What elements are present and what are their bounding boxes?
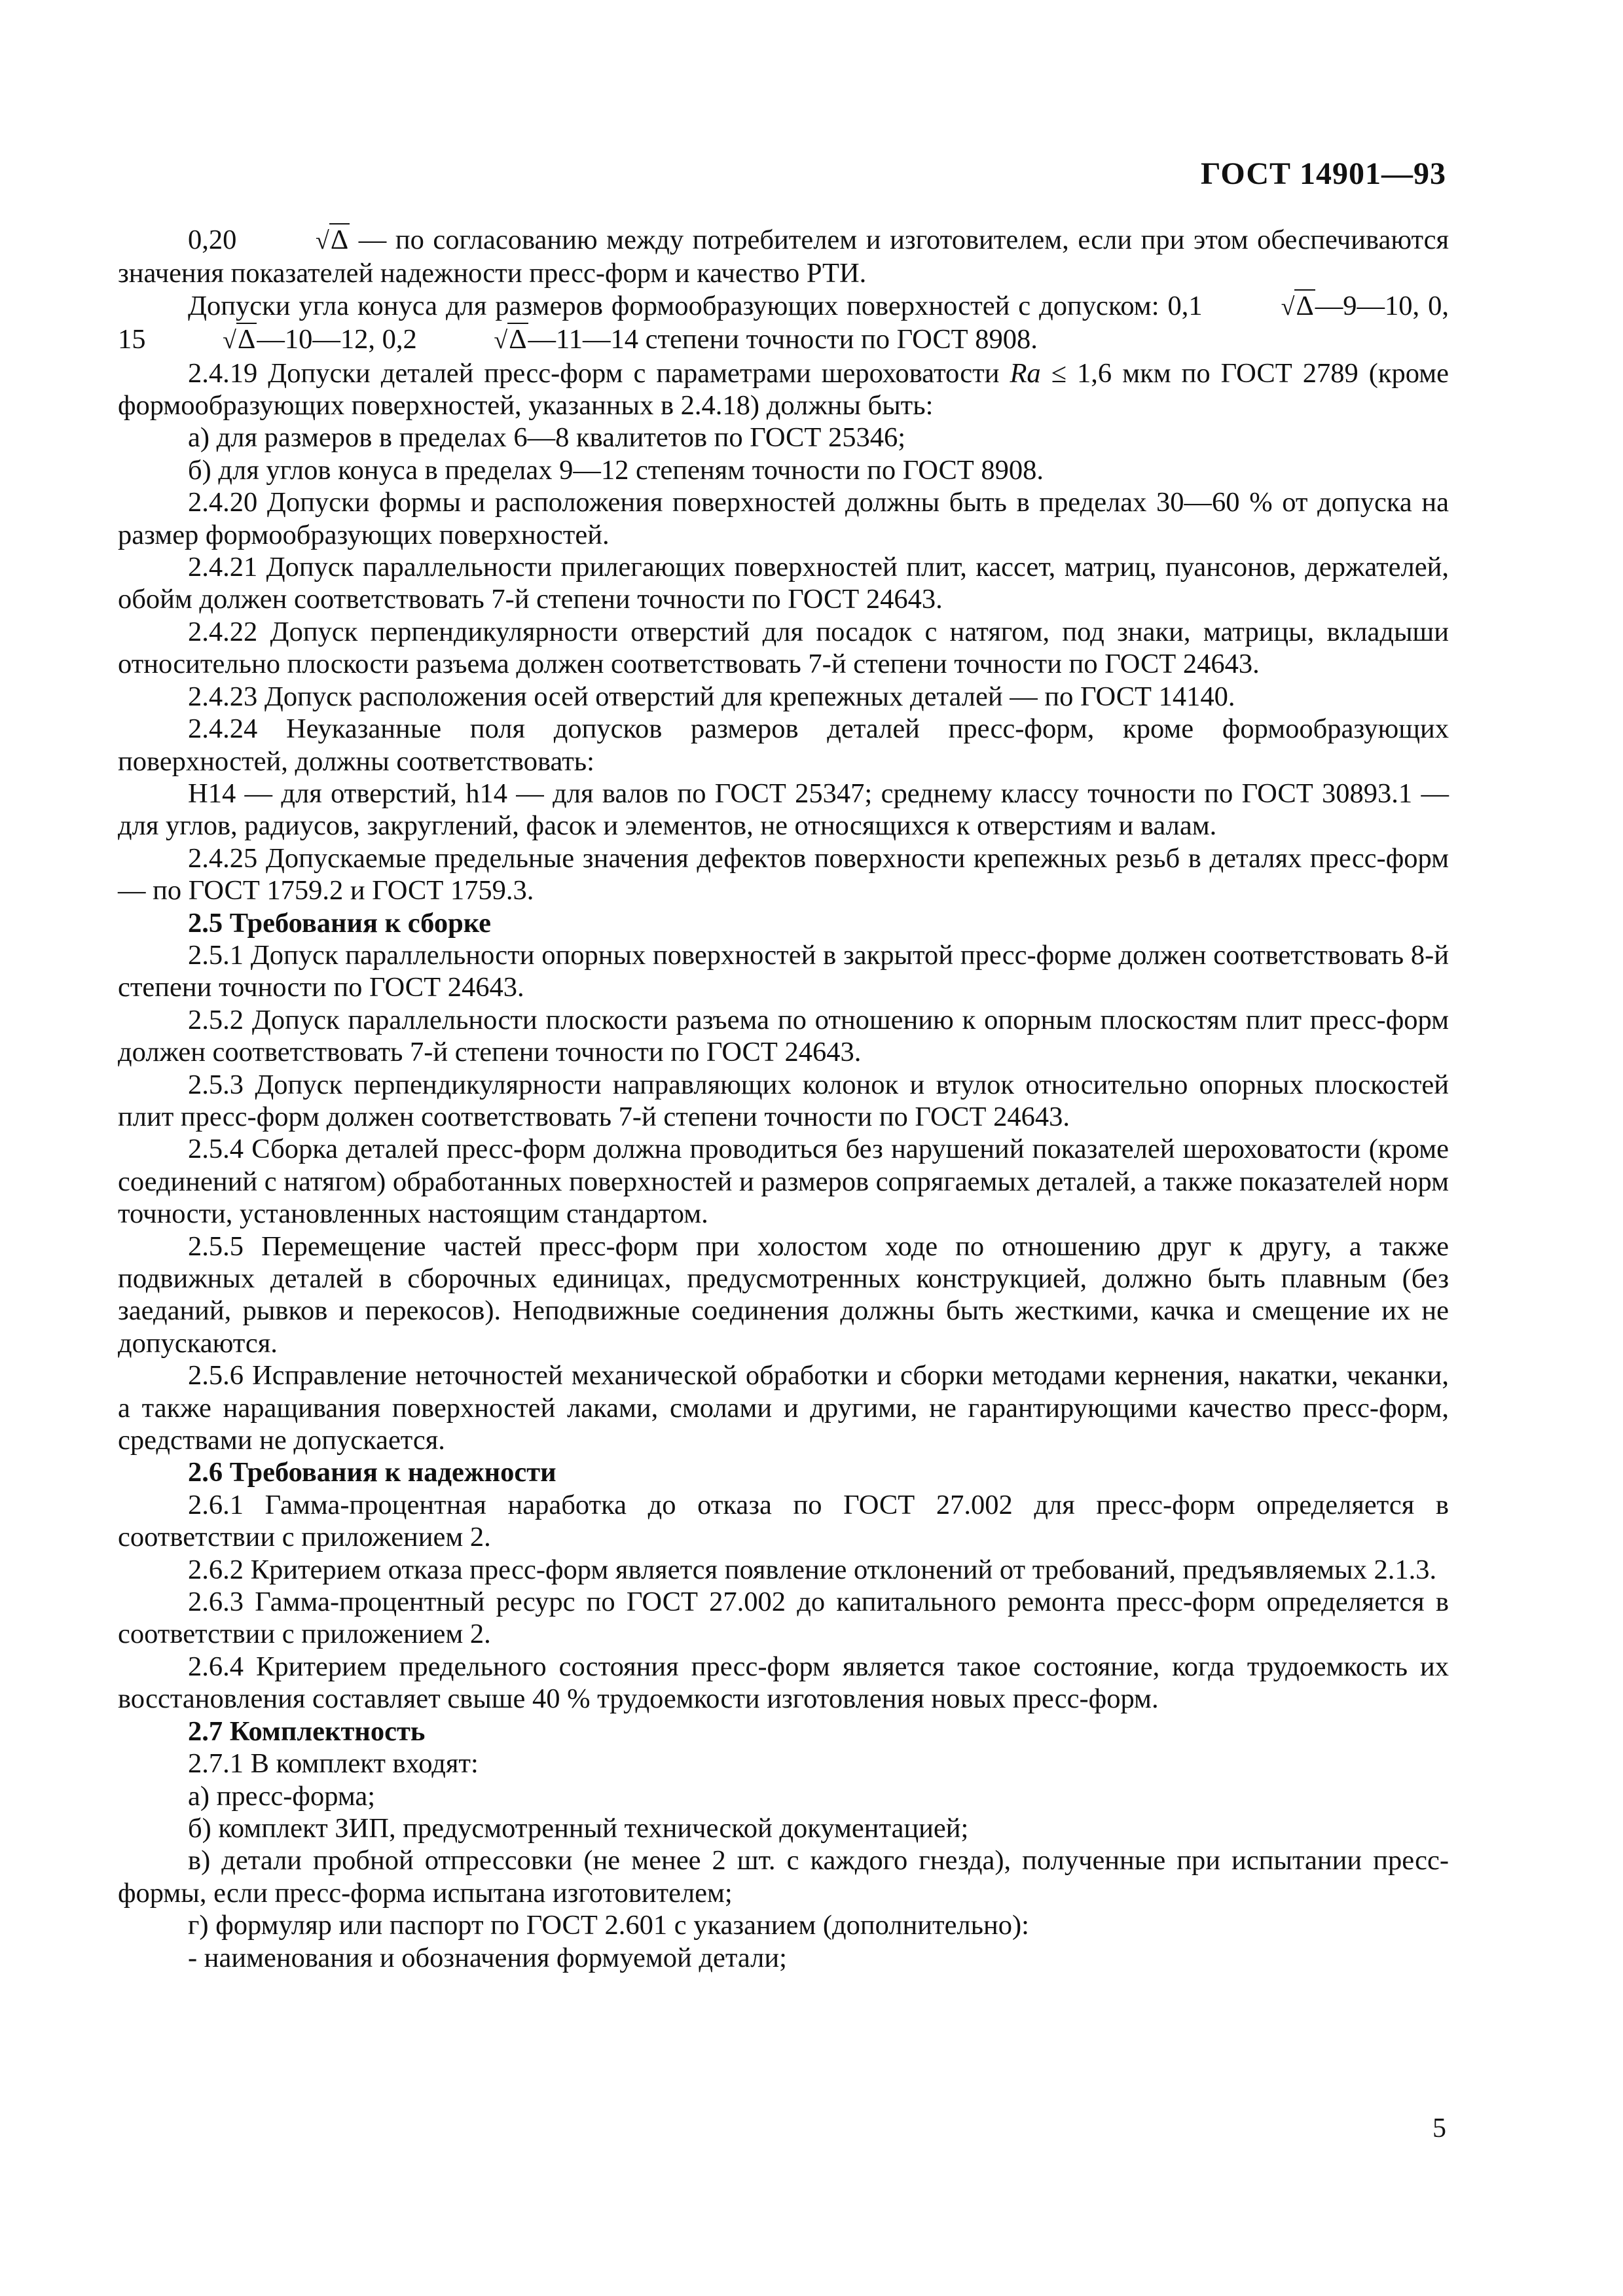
ra-symbol: Ra — [1010, 357, 1041, 389]
paragraph-2-6-4: 2.6.4 Критерием предельного состояния пресс-форм является такое состояние, когда трудоемкость их восстановления составляет свыше 40 % трудоемкости изготовления новых пресс-форм. — [118, 1651, 1449, 1715]
paragraph-2-6-1: 2.6.1 Гамма-процентная наработка до отказа по ГОСТ 27.002 для пресс-форм определяется в соответствии с приложением 2. — [118, 1489, 1449, 1553]
text-fragment: 2.4.19 Допуски деталей пресс-форм с параметрами шероховатости — [188, 357, 1010, 389]
paragraph-2-4-22: 2.4.22 Допуск перпендикулярности отверстий для посадок с натягом, под знаки, матрицы, вкладыши относительно плоскости разъема должен соответствовать 7-й степени точности по ГОСТ 24643. — [118, 616, 1449, 680]
paragraph-2-4-20: 2.4.20 Допуски формы и расположения поверхностей должны быть в пределах 30—60 % от допуска на размер формообразующих поверхностей. — [118, 487, 1449, 550]
text-fragment: —11—14 степени точности по ГОСТ 8908. — [528, 324, 1038, 355]
list-item: б) комплект ЗИП, предусмотренный технической документацией; — [188, 1812, 969, 1844]
text-fragment: 0,20 — [188, 224, 246, 255]
list-item: а) пресс-форма; — [188, 1780, 376, 1812]
sqrt-delta-symbol: √Δ — [1281, 290, 1314, 321]
list-item: в) детали пробной отпрессовки (не менее 2 шт. с каждого гнезда), полученные при испытании пресс-формы, если пресс-форма испытана изготовителем; — [118, 1845, 1449, 1909]
paragraph-2-4-25: 2.4.25 Допускаемые предельные значения дефектов поверхности крепежных резьб в деталях пресс-форм — по ГОСТ 1759.2 и ГОСТ 1759.3. — [118, 842, 1449, 906]
paragraph-2-5-4: 2.5.4 Сборка деталей пресс-форм должна проводиться без нарушений показателей шероховатости (кроме соединений с натягом) обработанных поверхностей и размеров сопрягаемых деталей, а также показателей норм точности, установленных настоящим стандартом. — [118, 1134, 1449, 1230]
paragraph-2-5-2: 2.5.2 Допуск параллельности плоскости разъема по отношению к опорным плоскостям плит пресс-форм должен соответствовать 7-й степени точности по ГОСТ 24643. — [118, 1004, 1449, 1068]
text-fragment: — по согласованию между потребителем и изготовителем, если при этом обеспечиваются значения показателей надежности пресс-форм и качество РТИ. — [118, 224, 1450, 289]
page-number: 5 — [1432, 2113, 1446, 2144]
paragraph-2-4-19 — [118, 357, 1449, 422]
paragraph-2-5-6: 2.5.6 Исправление неточностей механической обработки и сборки методами кернения, накатки, чеканки, а также наращивания поверхностей лаками, смолами и другими, не гарантирующими качество пресс-форм, средствами не допускается. — [118, 1360, 1449, 1456]
paragraph-2-4-23: 2.4.23 Допуск расположения осей отверстий для крепежных деталей — по ГОСТ 14140. — [188, 681, 1235, 712]
text-fragment: —10—12, 0,2 — [257, 324, 424, 355]
paragraph-2-4-21: 2.4.21 Допуск параллельности прилегающих поверхностей плит, кассет, матриц, пуансонов, держателей, обойм должен соответствовать 7-й степени точности по ГОСТ 24643. — [118, 552, 1449, 615]
paragraph-h14: H14 — для отверстий, h14 — для валов по ГОСТ 25347; среднему классу точности по ГОСТ 30893.1 — для углов, радиусов, закруглений, фасок и элементов, не относящихся к отверстиям и валам. — [118, 778, 1449, 842]
paragraph-2-4-24: 2.4.24 Неуказанные поля допусков размеров деталей пресс-форм, кроме формообразующих поверхностей, должны соответствовать: — [118, 713, 1449, 777]
sqrt-delta-symbol: √Δ — [494, 324, 527, 355]
list-item: - наименования и обозначения формуемой детали; — [188, 1942, 787, 1973]
paragraph-2-6-3: 2.6.3 Гамма-процентный ресурс по ГОСТ 27.002 до капитального ремонта пресс-форм определяется в соответствии с приложением 2. — [118, 1587, 1449, 1650]
sqrt-delta-symbol: √Δ — [315, 224, 349, 255]
document-body — [118, 224, 1449, 1974]
section-heading-2-7: 2.7 Комплектность — [188, 1715, 426, 1747]
paragraph-2-7-1: 2.7.1 В комплект входят: — [188, 1748, 479, 1780]
text-fragment: ≤ 1,6 мкм по ГОСТ 2789 (кроме формообразующих поверхностей, указанных в 2.4.18) должны быть: — [118, 357, 1449, 422]
paragraph-tolerance-020 — [118, 224, 1449, 290]
sqrt-delta-symbol: √Δ — [223, 324, 256, 355]
section-heading-2-6: 2.6 Требования к надежности — [188, 1457, 556, 1488]
text-fragment: —9—10, 0, 15 — [118, 290, 1450, 355]
document-header: ГОСТ 14901—93 — [1201, 156, 1446, 191]
paragraph-2-5-1: 2.5.1 Допуск параллельности опорных поверхностей в закрытой пресс-форме должен соответствовать 8-й степени точности по ГОСТ 24643. — [118, 939, 1449, 1003]
list-item: а) для размеров в пределах 6—8 квалитетов по ГОСТ 25346; — [188, 422, 906, 454]
paragraph-2-5-5: 2.5.5 Перемещение частей пресс-форм при холостом ходе по отношению друг к другу, а также подвижных деталей в сборочных единицах, предусмотренных конструкцией, должно быть плавным (без заеданий, рывков и перекосов). Неподвижные соединения должны быть жесткими, качка и смещение их не допускаются. — [118, 1230, 1449, 1359]
text-fragment: Допуски угла конуса для размеров формообразующих поверхностей с допуском: 0,1 — [188, 290, 1211, 321]
list-item: г) формуляр или паспорт по ГОСТ 2.601 с указанием (дополнительно): — [188, 1910, 1029, 1941]
list-item: б) для углов конуса в пределах 9—12 степеням точности по ГОСТ 8908. — [188, 454, 1044, 486]
paragraph-2-5-3: 2.5.3 Допуск перпендикулярности направляющих колонок и втулок относительно опорных плоскостей плит пресс-форм должен соответствовать 7-й степени точности по ГОСТ 24643. — [118, 1069, 1449, 1132]
paragraph-cone-angle — [118, 290, 1449, 357]
paragraph-2-6-2: 2.6.2 Критерием отказа пресс-форм является появление отклонений от требований, предъявляемых 2.1.3. — [188, 1554, 1437, 1585]
section-heading-2-5: 2.5 Требования к сборке — [188, 907, 492, 939]
